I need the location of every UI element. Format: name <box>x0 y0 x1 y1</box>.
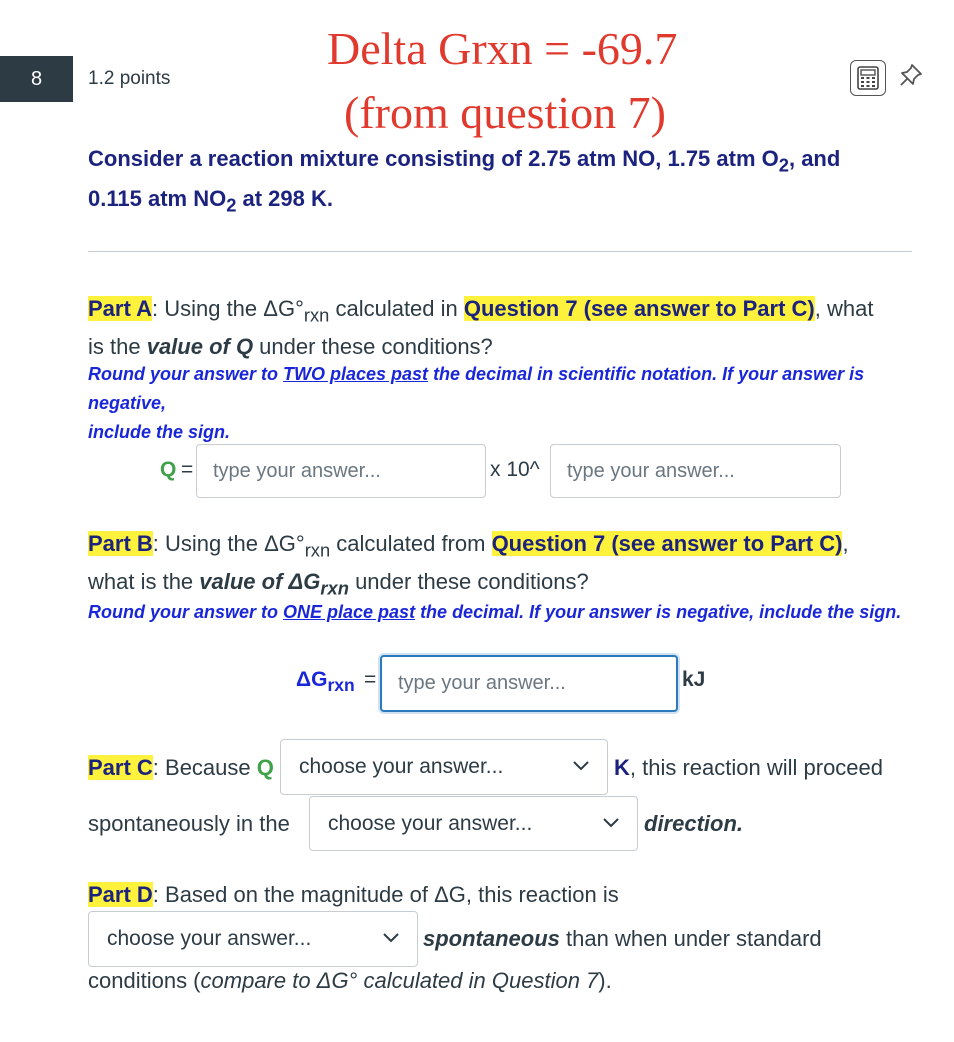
pin-button[interactable] <box>898 62 924 95</box>
part-d-line-3: conditions (compare to ΔG° calculated in Question 7). <box>88 968 612 993</box>
question-points: 1.2 points <box>88 68 171 89</box>
calculator-button[interactable] <box>850 60 886 96</box>
kj-unit: kJ <box>682 668 706 691</box>
part-b-text: Part B: Using the $\Delta G^\circ_{rxn}$ calculated from Question 7 (see answer to Part C), what is the value of $\Delta G_{rxn}$ under these conditions? <box>88 531 849 599</box>
part-d-line-1: Part D: Based on the magnitude of ΔG, this reaction is <box>88 882 619 907</box>
divider <box>88 251 912 252</box>
select-value: choose your answer... <box>299 755 504 778</box>
pin-icon <box>898 62 924 88</box>
annotation-line-1: Delta Grxn = -69.7 <box>327 23 678 74</box>
part-c-line-1-end: K, this reaction will proceed <box>614 755 884 780</box>
part-a-text: Part A: Using the $\Delta G^\circ_{rxn}$ calculated in Question 7 (see answer to Part C), what is the value of Q under these conditions? <box>88 296 874 360</box>
calculator-icon <box>857 66 879 90</box>
chevron-down-icon <box>383 930 399 948</box>
delta-g-input[interactable]: type your answer... <box>380 655 678 712</box>
equals-sign: = <box>181 458 194 481</box>
select-value: choose your answer... <box>107 927 312 950</box>
chevron-down-icon <box>603 815 619 833</box>
part-c-line-2-end: direction. <box>644 811 744 836</box>
delta-g-label: $\Delta G_{rxn}$ <box>296 668 355 696</box>
equals-sign: = <box>364 668 377 691</box>
question-stem: Consider a reaction mixture consisting of 2.75 atm NO, 1.75 atm $O_2$, and 0.115 atm $NO_2$ at 298 K. <box>88 146 841 216</box>
part-d-line-2: spontaneous than when under standard <box>423 926 822 951</box>
q-vs-k-select[interactable] <box>280 739 608 795</box>
annotation-line-2: (from question 7) <box>344 87 666 138</box>
spontaneity-select[interactable] <box>88 911 418 967</box>
q-exponent-input[interactable]: type your answer... <box>550 444 841 498</box>
q-mantissa-input[interactable]: type your answer... <box>196 444 486 498</box>
part-b-instructions: Round your answer to ONE place past the decimal. If your answer is negative, include the sign. <box>88 602 902 622</box>
part-c-line-1: Part C: Because Q <box>88 755 274 780</box>
q-label: Q <box>160 458 177 481</box>
direction-select[interactable] <box>309 796 638 851</box>
chevron-down-icon <box>573 758 589 776</box>
part-c-line-2: spontaneously in the <box>88 811 290 836</box>
times-ten-label: x 10^ <box>490 458 540 481</box>
question-number: 8 <box>0 56 73 102</box>
part-a-instructions: Round your answer to TWO places past the decimal in scientific notation. If your answer is negative, include the sign. <box>88 364 865 442</box>
select-value: choose your answer... <box>328 811 533 835</box>
